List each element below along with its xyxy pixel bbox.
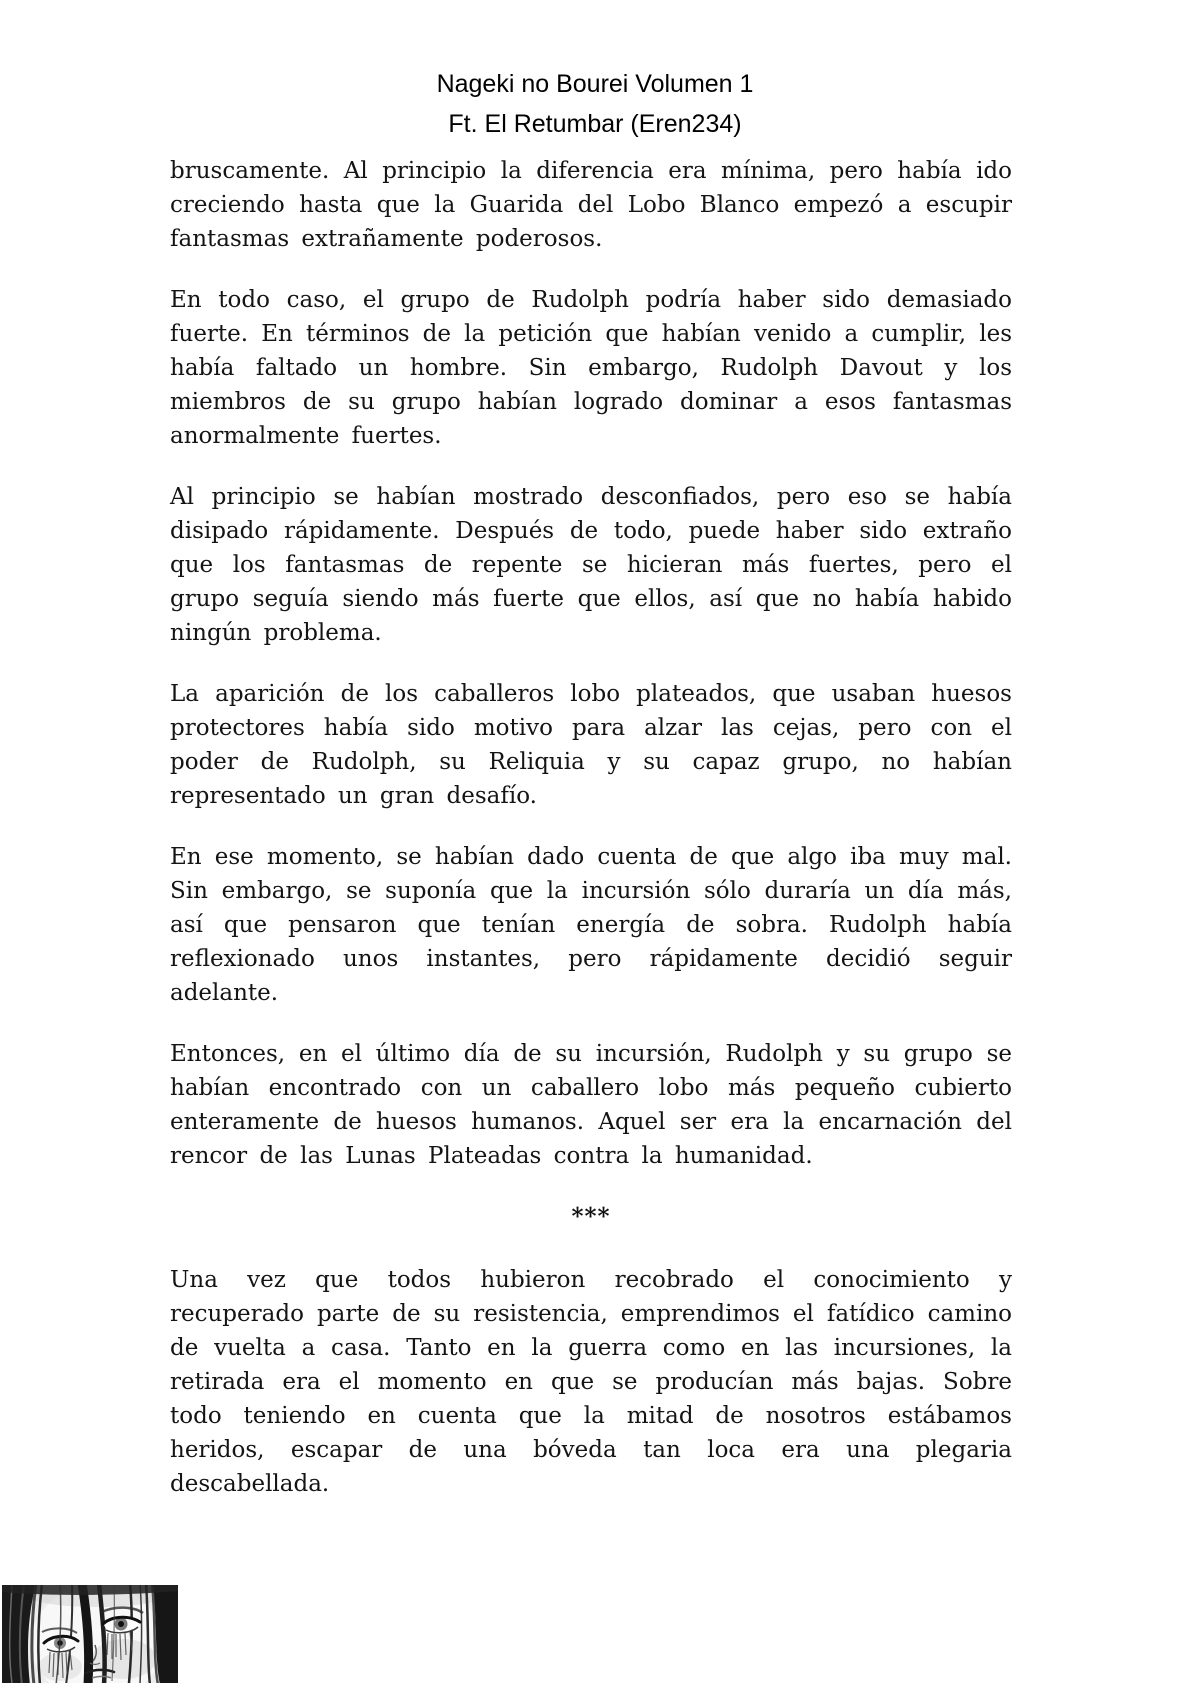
paragraph-5: En ese momento, se habían dado cuenta de que algo iba muy mal. Sin embargo, se suponía que la incursión sólo duraría un día más, así que pensaron que tenían energía de sobra. Rudolph había reflexionado unos instantes, pero rápidamente decidió seguir adelante. <box>170 844 1012 1006</box>
manga-face-image <box>2 1585 178 1683</box>
page-body <box>170 154 1012 1501</box>
scene-separator: *** <box>571 1203 611 1230</box>
paragraph-4: La aparición de los caballeros lobo plateados, que usaban huesos protectores había sido motivo para alzar las cejas, pero con el poder de Rudolph, su Reliquia y su capaz grupo, no habían representado un gran desafío. <box>170 681 1012 809</box>
page-title: Nageki no Bourei Volumen 1 <box>436 70 754 98</box>
paragraph-6: Entonces, en el último día de su incursión, Rudolph y su grupo se habían encontrado con un caballero lobo más pequeño cubierto enteramente de huesos humanos. Aquel ser era la encarnación del rencor de las Lunas Plateadas contra la humanidad. <box>170 1041 1012 1169</box>
paragraph-7: Una vez que todos hubieron recobrado el conocimiento y recuperado parte de su resistencia, emprendimos el fatídico camino de vuelta a casa. Tanto en la guerra como en las incursiones, la retirada era el momento en que se producían más bajas. Sobre todo teniendo en cuenta que la mitad de nosotros estábamos heridos, escapar de una bóveda tan loca era una plegaria descabellada. <box>170 1267 1012 1497</box>
paragraph-2: En todo caso, el grupo de Rudolph podría haber sido demasiado fuerte. En términos de la petición que habían venido a cumplir, les había faltado un hombre. Sin embargo, Rudolph Davout y los miembros de su grupo habían logrado dominar a esos fantasmas anormalmente fuertes. <box>170 287 1012 449</box>
paragraph-1: bruscamente. Al principio la diferencia era mínima, pero había ido creciendo hasta que la Guarida del Lobo Blanco empezó a escupir fantasmas extrañamente poderosos. <box>170 158 1012 252</box>
page-subtitle: Ft. El Retumbar (Eren234) <box>448 110 742 138</box>
paragraph-3: Al principio se habían mostrado desconfiados, pero eso se había disipado rápidamente. Después de todo, puede haber sido extraño que los fantasmas de repente se hicieran más fuertes, pero el grupo seguía siendo más fuerte que ellos, así que no había habido ningún problema. <box>170 484 1012 646</box>
page-header <box>0 0 1190 144</box>
